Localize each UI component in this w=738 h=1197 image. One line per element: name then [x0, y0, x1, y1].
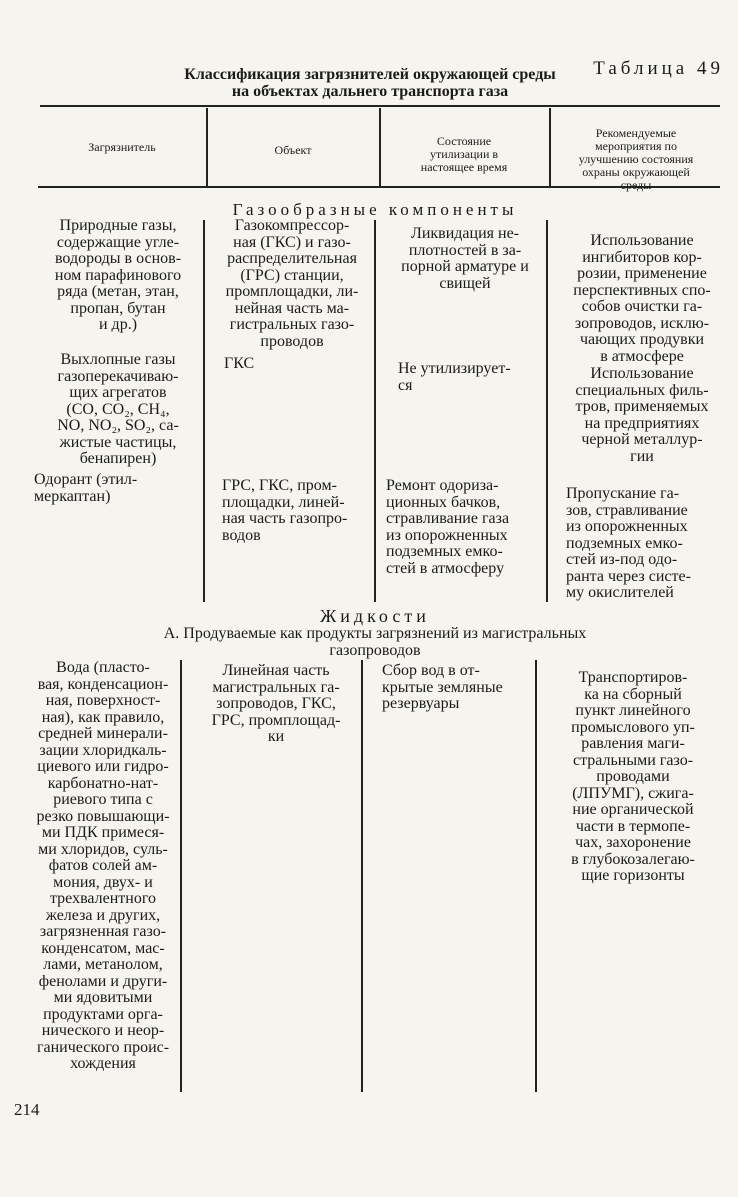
page-number: 214 — [14, 1100, 40, 1119]
gas-row-3-pollutant: Одорант (этил- меркаптан) — [34, 471, 138, 505]
liquid-row-measures: Транспортиров- ка на сборный пункт линейного промыслового уп- равления маги- стральными газо- проводами (ЛПУМГ), сжига- ние органической части в термопе- чах, захоронение в глубокозалегаю- щие горизонты — [571, 669, 695, 884]
liquid-divider-3 — [535, 660, 537, 1092]
gas-row-1-measures: Использование ингибиторов кор- розии, применение перспективных спо- собов очистки га- зопроводов, исклю- чающих продувки в атмосфере — [573, 232, 711, 365]
subsection-liquids-a: А. Продуваемые как продукты загрязнений из магистральных газопроводов — [163, 625, 587, 659]
gas-row-2-object: ГКС — [224, 355, 255, 372]
gas-row-1-object: Газокомпрессор- ная (ГКС) и газо- распределительная (ГРС) станции, промплощадки, ли- нейная часть ма- гистральных газо- проводов — [225, 217, 359, 350]
section-gaseous: Газообразные компоненты — [232, 200, 518, 219]
liquid-row-state: Сбор вод в от- крытые земляные резервуары — [382, 662, 503, 712]
liquid-divider-1 — [180, 660, 182, 1092]
liquid-row-pollutant: Вода (пласто- вая, конденсацион- ная, поверхност- ная), как правило, средней минерали- зации хлоридкаль- циевого или гидро- карбонатно-нат- риевого типа с резко повышающи- ми ПДК примеся- ми хлоридов, суль- фатов солей ам- мония, двух- и трехвалентного железа и других, загрязненная газо- конденсатом, мас- лами, метанолом, фенолами и други- ми ядовитыми продуктами орга- нического и неор- ганического проис- хождения — [36, 659, 170, 1072]
gas-row-1-pollutant: Природные газы, содержащие угле- водороды в основ- ном парафинового ряда (метан, этан, пропан, бутан и др.) — [54, 217, 182, 333]
gas-row-3-measures: Пропускание га- зов, стравливание из опорожненных подземных емко- стей из-под одо- ранта через систе- му окислителей — [566, 485, 691, 601]
gas-row-2-measures: Использование специальных филь- тров, применяемых на предприятиях черной металлур- гии — [575, 365, 709, 465]
header-divider-1 — [206, 108, 208, 186]
title-line-2: на объектах дальнего транспорта газа — [231, 83, 509, 100]
header-top-rule — [40, 105, 720, 107]
header-measures: Рекомендуемые мероприятия по улучшению состояния охраны окружающей среды — [578, 126, 694, 192]
gas-divider-2 — [374, 220, 376, 602]
title-line-1: Классификация загрязнителей окружающей среды — [184, 66, 556, 83]
gas-row-1-state: Ликвидация не- плотностей в за- порной арматуре и свищей — [401, 225, 529, 292]
header-state: Состояние утилизации в настоящее время — [420, 134, 508, 174]
liquid-divider-2 — [361, 660, 363, 1092]
gas-row-2-pollutant: Выхлопные газы газоперекачиваю- щих агрегатов (CO, CO₂, CH₄, NO, NO₂, SO₂, са- жистые частицы, бенапирен) — [57, 351, 179, 467]
gas-row-3-object: ГРС, ГКС, пром- площадки, линей- ная часть газопро- водов — [222, 477, 348, 544]
liquid-row-object: Линейная часть магистральных га- зопроводов, ГКС, ГРС, промплощад- ки — [211, 662, 341, 745]
header-divider-2 — [379, 108, 381, 186]
gas-divider-1 — [203, 220, 205, 602]
table-number: Таблица 49 — [593, 58, 724, 79]
header-divider-3 — [549, 108, 551, 186]
table-title — [130, 66, 610, 100]
gas-row-3-state: Ремонт одориза- ционных бачков, стравливание газа из опорожненных подземных емко- стей в атмосферу — [386, 477, 510, 577]
header-pollutant: Загрязнитель — [88, 140, 156, 154]
header-object: Объект — [274, 143, 312, 157]
section-liquids: Жидкости — [320, 606, 430, 626]
gas-row-2-state: Не утилизирует- ся — [398, 360, 511, 394]
